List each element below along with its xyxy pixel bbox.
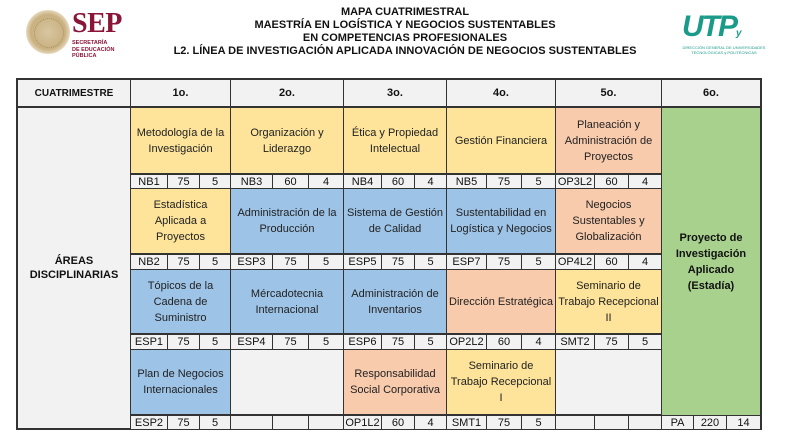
course-credits: 5 [309,334,344,350]
mexico-seal-icon [26,10,70,54]
utp-logo-mark [682,10,742,44]
course-credits: 5 [200,174,231,189]
course-cell: Sustentabilidad en Logística y Negocios [447,189,556,254]
course-hours: 60 [595,174,629,189]
sep-subtitle-line: PÚBLICA [72,53,97,59]
course-hours: 60 [595,254,629,270]
course-code: NB3 [231,174,273,189]
course-hours: 75 [168,415,200,430]
course-code: OP1L2 [344,415,382,430]
course-credits: 5 [200,334,231,350]
course-credits: 5 [200,415,231,430]
sep-subtitle-line: SECRETARÍA [72,40,108,46]
course-code [231,415,273,430]
title-line-1: MAPA CUATRIMESTRAL [340,6,470,18]
course-cell: Dirección Estratégica [447,270,556,334]
course-cell: Planeación y Administración de Proyectos [556,108,662,174]
course-hours: 75 [382,254,415,270]
course-hours: 60 [487,334,522,350]
term-header-1: 1o. [131,80,231,108]
utp-logo [672,10,772,60]
course-code: SMT2 [556,334,595,350]
course-hours [273,415,309,430]
course-hours: 75 [168,174,200,189]
course-cell: Mércadotecnia Internacional [231,270,344,334]
course-credits: 5 [629,334,662,350]
course-credits: 5 [200,254,231,270]
course-cell: Ética y Propiedad Intelectual [344,108,447,174]
utp-logo-small: y [736,28,742,39]
course-credits: 4 [629,174,662,189]
course-cell: Tópicos de la Cadena de Suministro [131,270,231,334]
course-credits: 5 [522,415,556,430]
course-cell: Plan de Negocios Internacionales [131,350,231,415]
course-code: NB1 [131,174,168,189]
course-credits: 4 [522,334,556,350]
empty-course-cell [231,350,344,415]
course-credits: 5 [522,254,556,270]
course-code: ESP3 [231,254,273,270]
course-cell: Negocios Sustentables y Globalización [556,189,662,254]
course-credits: 5 [522,174,556,189]
sep-logo-text: SEP [72,8,122,39]
course-code [556,415,595,430]
term-header-2: 2o. [231,80,344,108]
course-code: OP2L2 [447,334,487,350]
course-hours: 75 [168,254,200,270]
course-code: OP3L2 [556,174,595,189]
course-cell: Sistema de Gestión de Calidad [344,189,447,254]
final-project-code: PA [662,415,694,430]
course-cell: Administración de Inventarios [344,270,447,334]
course-hours: 60 [382,174,415,189]
course-hours [595,415,629,430]
course-code: ESP7 [447,254,487,270]
course-hours: 75 [273,254,309,270]
course-cell: Seminario de Trabajo Recepcional II [556,270,662,334]
course-code: ESP2 [131,415,168,430]
course-cell: Gestión Financiera [447,108,556,174]
course-code: ESP5 [344,254,382,270]
course-hours: 75 [487,174,522,189]
course-hours: 75 [487,254,522,270]
utp-subtitle-line: TECNOLÓGICAS y POLITÉCNICAS [691,50,757,55]
course-credits: 5 [309,254,344,270]
sep-logo-subtitle [72,40,114,60]
course-code: ESP6 [344,334,382,350]
course-hours: 75 [487,415,522,430]
row-header-cuatrimestre: CUATRIMESTRE [18,80,131,108]
course-code: ESP1 [131,334,168,350]
course-hours: 60 [273,174,309,189]
course-hours: 75 [273,334,309,350]
document-title [170,6,640,58]
course-credits: 5 [415,334,447,350]
course-cell: Estadística Aplicada a Proyectos [131,189,231,254]
course-cell: Responsabilidad Social Corporativa [344,350,447,415]
course-cell: Organización y Liderazgo [231,108,344,174]
course-hours: 60 [382,415,415,430]
course-cell: Administración de la Producción [231,189,344,254]
term-header-6: 6o. [662,80,760,108]
curriculum-table [16,78,762,430]
areas-disciplinarias-label: ÁREAS DISCIPLINARIAS [18,108,131,428]
empty-course-cell [556,350,662,415]
term-header-3: 3o. [344,80,447,108]
course-cell: Metodología de la Investigación [131,108,231,174]
course-credits [309,415,344,430]
course-code: NB2 [131,254,168,270]
course-hours: 75 [595,334,629,350]
course-credits: 4 [629,254,662,270]
title-line-4: L2. LÍNEA DE INVESTIGACIÓN APLICADA INNOVACIÓN DE NEGOCIOS SUSTENTABLES [173,45,637,57]
title-line-2: MAESTRÍA EN LOGÍSTICA Y NEGOCIOS SUSTENTABLES [254,19,556,31]
course-credits: 5 [415,254,447,270]
course-code: NB4 [344,174,382,189]
final-project-cell: Proyecto de Investigación Aplicado (Estadía) [662,108,760,415]
term-header-5: 5o. [556,80,662,108]
utp-logo-text: UTP [682,10,736,43]
sep-subtitle-line: DE EDUCACIÓN [72,46,115,53]
final-project-credits: 14 [727,415,760,430]
title-line-3: EN COMPETENCIAS PROFESIONALES [302,32,508,44]
final-project-hours: 220 [694,415,727,430]
course-hours: 75 [382,334,415,350]
course-code: OP4L2 [556,254,595,270]
course-credits: 4 [415,174,447,189]
course-hours: 75 [168,334,200,350]
course-code: NB5 [447,174,487,189]
course-credits: 4 [309,174,344,189]
utp-logo-subtitle [676,45,772,55]
utp-subtitle-line: DIRECCIÓN GENERAL DE UNIVERSIDADES [682,45,766,50]
term-header-4: 4o. [447,80,556,108]
course-code: SMT1 [447,415,487,430]
course-credits [629,415,662,430]
course-credits: 4 [415,415,447,430]
course-cell: Seminario de Trabajo Recepcional I [447,350,556,415]
course-code: ESP4 [231,334,273,350]
